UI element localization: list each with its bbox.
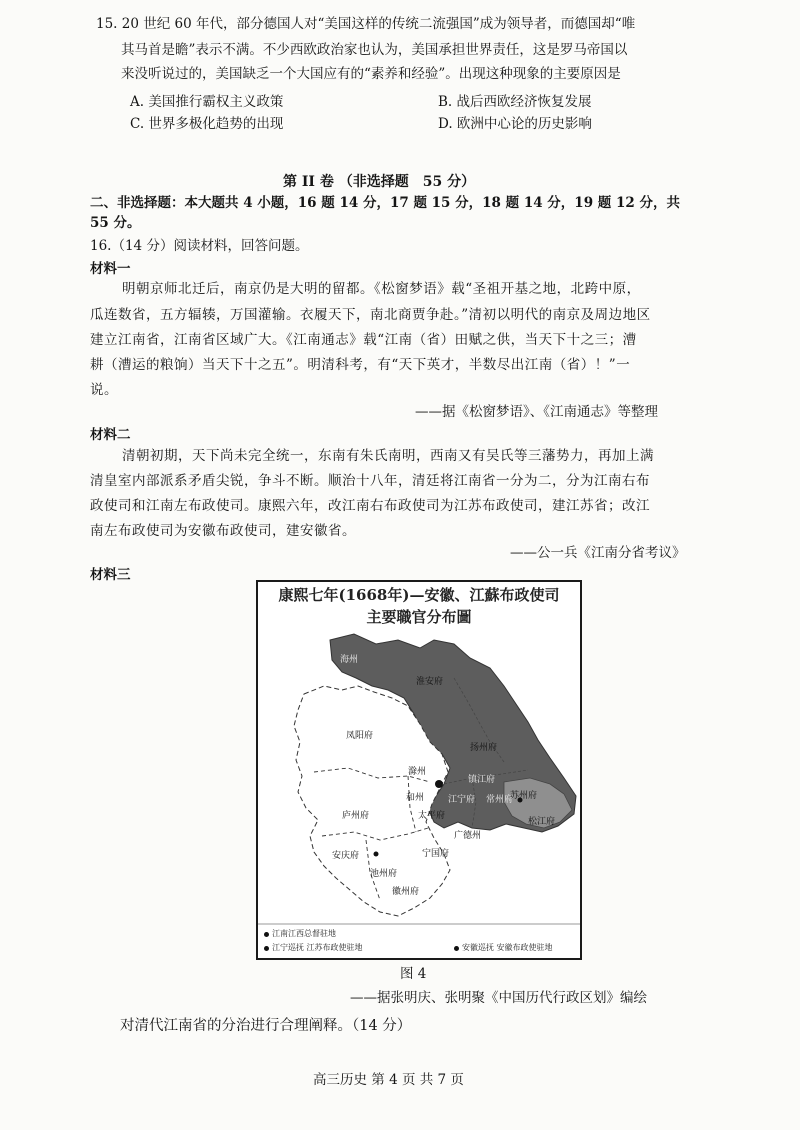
material2-line3: 政使司和江南左布政使司。康熙六年，改江南右布政使司为江苏布政使司，建江苏省；改江 xyxy=(90,498,650,514)
q16-ask: 对清代江南省的分治进行合理阐释。（14 分） xyxy=(120,1018,412,1034)
anqing-seat-marker xyxy=(374,852,379,857)
label-suzhou: 苏州府 xyxy=(510,791,538,801)
material2-source: ——公一兵《江南分省考议》 xyxy=(510,545,686,561)
material2-line2: 清皇室内部派系矛盾尖锐，争斗不断。顺治十八年，清廷将江南省一分为二，分为江南右布 xyxy=(90,473,650,489)
map-title-line2: 主要職官分布圖 xyxy=(366,608,472,626)
label-anqing: 安庆府 xyxy=(332,851,360,861)
material1-line1: 明朝京师北迁后，南京仍是大明的留都。《松窗梦语》载“圣祖开基之地，北跨中原， xyxy=(122,281,641,297)
material1-line2: 瓜连数省，五方辐辏，万国灌输。衣履天下，南北商贾争赴。”清初以明代的南京及周边地区 xyxy=(90,307,651,323)
map-title-line1: 康熙七年(1668年)—安徽、江蘇布政使司 xyxy=(278,586,560,604)
label-taiping: 太平府 xyxy=(418,811,446,821)
label-guangde: 广德州 xyxy=(454,831,482,841)
page-footer: 高三历史 第 4 页 共 7 页 xyxy=(313,1072,464,1088)
material1-label: 材料一 xyxy=(90,261,131,277)
q15-option-c: C. 世界多极化趋势的出现 xyxy=(130,116,284,132)
q15-option-b: B. 战后西欧经济恢复发展 xyxy=(438,94,592,110)
label-luzhou: 庐州府 xyxy=(342,811,370,821)
material1-line5: 说。 xyxy=(90,382,118,398)
q15-option-a: A. 美国推行霸权主义政策 xyxy=(130,94,284,110)
label-zhenjiang: 镇江府 xyxy=(468,775,496,785)
label-songjiang: 松江府 xyxy=(528,817,556,827)
material1-source: ——据《松窗梦语》、《江南通志》等整理 xyxy=(415,404,658,420)
material3-label: 材料三 xyxy=(90,567,131,583)
map-caption: 图 4 xyxy=(400,966,427,982)
q16-stem: 16.（14 分）阅读材料，回答问题。 xyxy=(90,238,309,254)
label-chuzhou: 滁州 xyxy=(408,767,427,777)
q15-line3: 来没听说过的，美国缺乏一个大国应有的“素养和经验”。出现这种现象的主要原因是 xyxy=(121,66,621,82)
legend-item-1: 江南江西总督驻地 xyxy=(264,928,336,939)
label-fengyang: 凤阳府 xyxy=(346,731,374,741)
material2-line4: 南左布政使司为安徽布政使司，建安徽省。 xyxy=(90,523,356,539)
label-huaian: 淮安府 xyxy=(416,677,444,687)
historical-map xyxy=(256,580,582,960)
q15-option-d: D. 欧洲中心论的历史影响 xyxy=(438,116,592,132)
legend-item-2: 江宁巡抚 江苏布政使驻地 xyxy=(264,942,363,953)
label-changzhou: 常州府 xyxy=(486,795,514,805)
material1-line4: 耕（漕运的粮饷）当天下十之五”。明清科考，有“天下英才，半数尽出江南（省）！”一 xyxy=(90,357,631,373)
jiangning-seat-marker xyxy=(435,780,443,788)
material2-label: 材料二 xyxy=(90,427,131,443)
label-jiangning: 江宁府 xyxy=(448,795,476,805)
legend-dot-icon xyxy=(264,946,269,951)
q15-line1: 15. 20 世纪 60 年代，部分德国人对“美国这样的传统二流强国”成为领导者，而德国却“唯 xyxy=(96,16,636,32)
material1-line3: 建立江南省，江南省区域广大。《江南通志》载“江南（省）田赋之供，当天下十之三；漕 xyxy=(90,332,637,348)
label-ningguo: 宁国府 xyxy=(422,849,450,859)
section-instructions-line1: 二、非选择题：本大题共 4 小题，16 题 14 分，17 题 15 分，18 题 14 分，19 题 12 分，共 xyxy=(90,195,680,211)
legend-dot-icon xyxy=(264,932,269,937)
label-haizhou: 海州 xyxy=(340,655,359,665)
section-instructions-line2: 55 分。 xyxy=(90,215,141,231)
label-hezhou: 和州 xyxy=(406,793,425,803)
label-huizhou: 徽州府 xyxy=(392,887,420,897)
q15-line2: 其马首是瞻”表示不满。不少西欧政治家也认为，美国承担世界责任，这是罗马帝国以 xyxy=(121,42,628,58)
label-chizhou: 池州府 xyxy=(370,869,398,879)
section-title: 第 II 卷 （非选择题 55 分） xyxy=(283,174,476,190)
label-yangzhou: 扬州府 xyxy=(470,743,498,753)
material2-line1: 清朝初期，天下尚未完全统一，东南有朱氏南明，西南又有吴氏等三藩势力，再加上满 xyxy=(122,448,654,464)
legend-dot-icon xyxy=(454,946,459,951)
material3-source: ——据张明庆、张明聚《中国历代行政区划》编绘 xyxy=(350,990,647,1006)
legend-item-3: 安徽巡抚 安徽布政使驻地 xyxy=(454,942,553,953)
